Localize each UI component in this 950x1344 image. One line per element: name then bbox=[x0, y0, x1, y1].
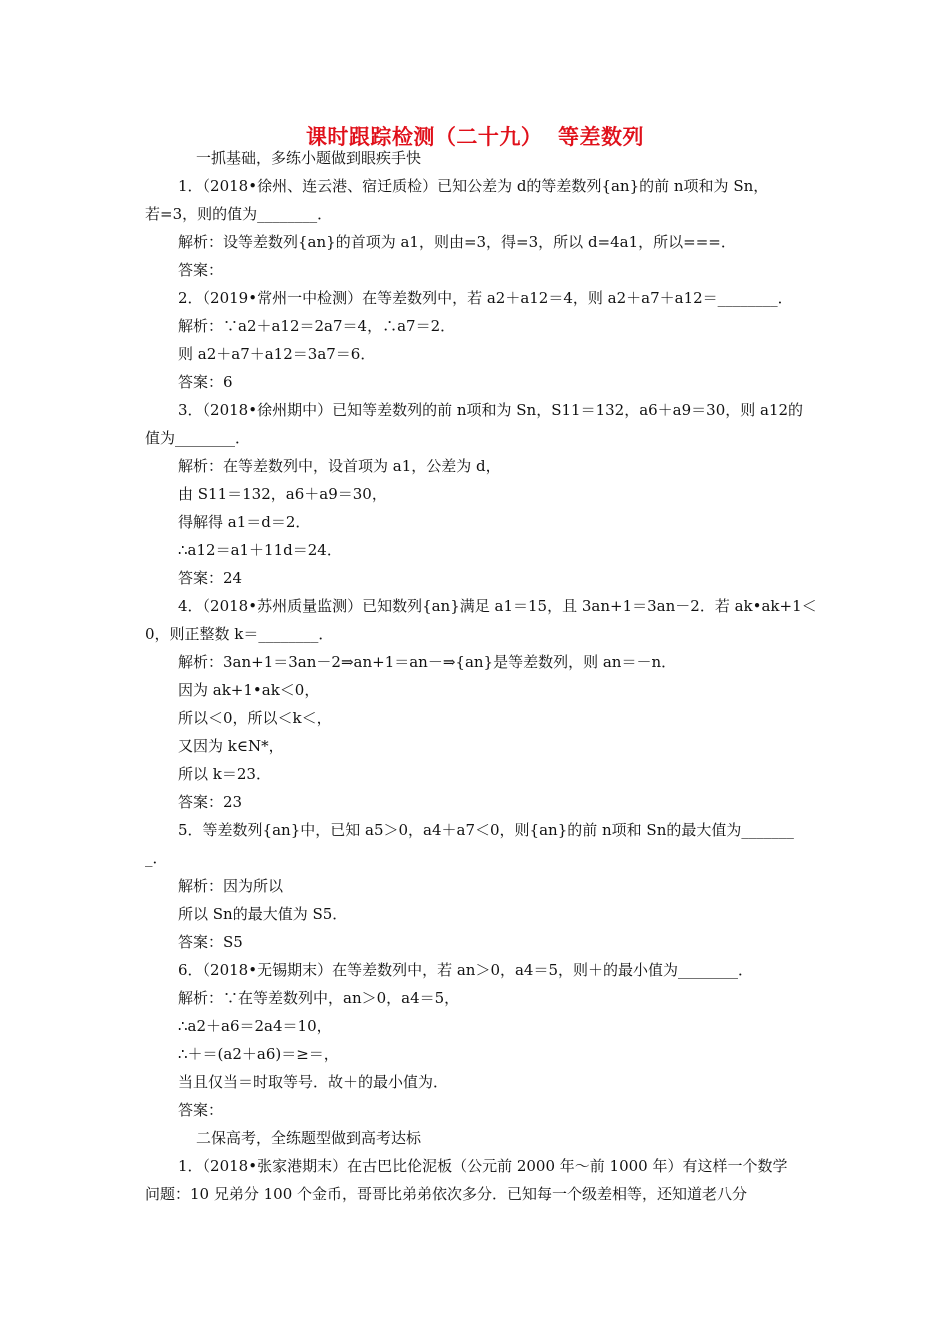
text-line: 0，则正整数 k＝________． bbox=[145, 625, 334, 643]
text-line: 由 S11＝132，a6＋a9＝30， bbox=[178, 485, 387, 503]
text-line: 得解得 a1＝d＝2． bbox=[178, 513, 311, 531]
text-line: 解析：设等差数列{an}的首项为 a1，则由=3，得=3，所以 d=4a1，所以===． bbox=[178, 233, 736, 251]
text-line: 所以 Sn的最大值为 S5． bbox=[178, 905, 348, 923]
text-line: 解析：∵a2＋a12＝2a7＝4，∴a7＝2． bbox=[178, 317, 456, 335]
text-line: 因为 ak+1•ak＜0， bbox=[178, 681, 320, 699]
text-line: 答案：S5 bbox=[178, 933, 243, 951]
text-line: _． bbox=[145, 849, 168, 867]
text-line: 一抓基础，多练小题做到眼疾手快 bbox=[196, 149, 422, 167]
text-line: 1．（2018•张家港期末）在古巴比伦泥板（公元前 2000 年～前 1000 年）有这样一个数学 bbox=[178, 1157, 788, 1175]
text-line: ∴a2＋a6＝2a4＝10， bbox=[178, 1017, 332, 1035]
text-line: 1．（2018•徐州、连云港、宿迁质检）已知公差为 d的等差数列{an}的前 n项和为 Sn， bbox=[178, 177, 769, 195]
text-line: 4．（2018•苏州质量监测）已知数列{an}满足 a1＝15，且 3an+1＝3an－2．若 ak•ak+1＜ bbox=[178, 597, 817, 615]
text-line: ∴＋＝(a2＋a6)＝≥＝， bbox=[178, 1045, 339, 1063]
text-line: 5．等差数列{an}中，已知 a5＞0，a4＋a7＜0，则{an}的前 n项和 Sn的最大值为_______ bbox=[178, 821, 794, 839]
text-line: 值为________． bbox=[145, 429, 251, 447]
text-line: 二保高考，全练题型做到高考达标 bbox=[196, 1129, 422, 1147]
text-line: 答案：6 bbox=[178, 373, 233, 391]
document-title: 课时跟踪检测（二十九） 等差数列 bbox=[305, 125, 645, 149]
text-line: 问题：10 兄弟分 100 个金币，哥哥比弟弟依次多分．已知每一个级差相等，还知道老八分 bbox=[145, 1185, 748, 1203]
text-line: 所以＜0，所以＜k＜， bbox=[178, 709, 332, 727]
text-line: 解析：∵在等差数列中，an＞0，a4＝5， bbox=[178, 989, 460, 1007]
text-line: 当且仅当＝时取等号．故＋的最小值为． bbox=[178, 1073, 449, 1091]
text-line: 2．（2019•常州一中检测）在等差数列中，若 a2＋a12＝4，则 a2＋a7＋a12＝________． bbox=[178, 289, 793, 307]
text-line: 答案：23 bbox=[178, 793, 243, 811]
text-line: 答案： bbox=[178, 1101, 224, 1119]
text-line: 3．（2018•徐州期中）已知等差数列的前 n项和为 Sn，S11＝132，a6＋a9＝30，则 a12的 bbox=[178, 401, 804, 419]
text-line: 若=3，则的值为________． bbox=[145, 205, 333, 223]
text-line: ∴a12＝a1＋11d＝24． bbox=[178, 541, 342, 559]
text-line: 答案： bbox=[178, 261, 224, 279]
text-line: 6．（2018•无锡期末）在等差数列中，若 an＞0，a4＝5，则＋的最小值为________． bbox=[178, 961, 754, 979]
text-line: 解析：因为所以 bbox=[178, 877, 284, 895]
text-line: 又因为 k∈N*， bbox=[178, 737, 284, 755]
text-line: 所以 k＝23． bbox=[178, 765, 271, 783]
text-line: 解析：3an+1＝3an－2⇒an+1＝an－⇒{an}是等差数列，则 an＝－n． bbox=[178, 653, 677, 671]
text-line: 则 a2＋a7＋a12＝3a7＝6． bbox=[178, 345, 376, 363]
text-line: 答案：24 bbox=[178, 569, 243, 587]
text-line: 解析：在等差数列中，设首项为 a1，公差为 d， bbox=[178, 457, 501, 475]
